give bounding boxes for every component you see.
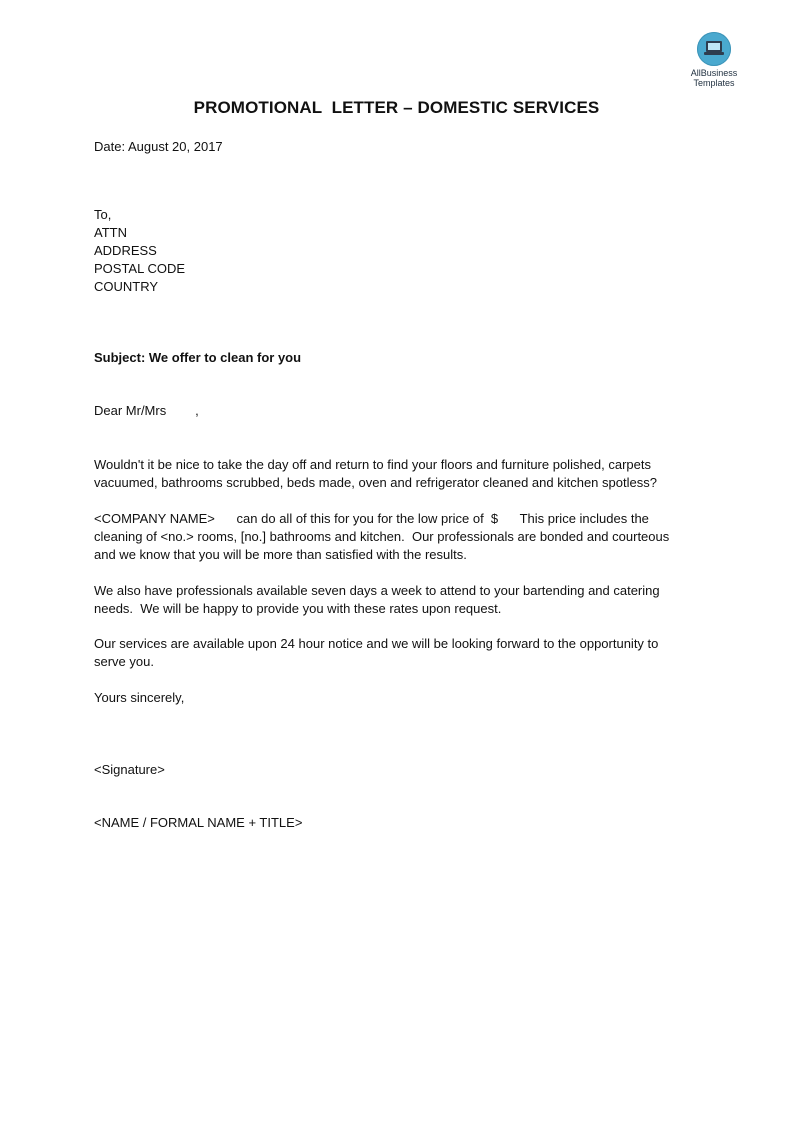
allbusiness-templates-logo — [682, 32, 746, 88]
body-paragraph-3-line-1: We also have professionals available seven days a week to attend to your bartending and catering — [94, 583, 660, 598]
letter-subject: Subject: We offer to clean for you — [94, 350, 302, 365]
address-postal-code: POSTAL CODE — [94, 261, 186, 276]
address-to: To, — [94, 207, 112, 222]
laptop-icon — [697, 32, 731, 66]
signature-placeholder: <Signature> — [94, 762, 165, 777]
body-paragraph-2-line-2: cleaning of <no.> rooms, [no.] bathrooms and kitchen. Our professionals are bonded and courteous — [94, 529, 670, 544]
address-line: ADDRESS — [94, 243, 157, 258]
body-paragraph-2-line-1: <COMPANY NAME> can do all of this for you for the low price of $ This price includes the — [94, 511, 649, 526]
logo-text-line2: Templates — [693, 78, 735, 88]
letter-title: PROMOTIONAL LETTER – DOMESTIC SERVICES — [193, 98, 600, 117]
body-paragraph-4-line-1: Our services are available upon 24 hour notice and we will be looking forward to the opportunity to — [94, 636, 659, 651]
body-paragraph-1-line-1: Wouldn't it be nice to take the day off and return to find your floors and furniture polished, carpets — [94, 457, 652, 472]
letter-closing: Yours sincerely, — [94, 690, 185, 705]
logo-text-line1: AllBusiness — [690, 68, 738, 78]
letter-date: Date: August 20, 2017 — [94, 139, 223, 154]
letter-salutation: Dear Mr/Mrs , — [94, 403, 199, 418]
name-title-placeholder: <NAME / FORMAL NAME + TITLE> — [94, 815, 303, 830]
address-country: COUNTRY — [94, 279, 159, 294]
body-paragraph-4-line-2: serve you. — [94, 654, 154, 669]
address-attn: ATTN — [94, 225, 127, 240]
body-paragraph-2-line-3: and we know that you will be more than satisfied with the results. — [94, 547, 467, 562]
body-paragraph-1-line-2: vacuumed, bathrooms scrubbed, beds made, oven and refrigerator cleaned and kitchen spotless? — [94, 475, 657, 490]
body-paragraph-3-line-2: needs. We will be happy to provide you with these rates upon request. — [94, 601, 502, 616]
